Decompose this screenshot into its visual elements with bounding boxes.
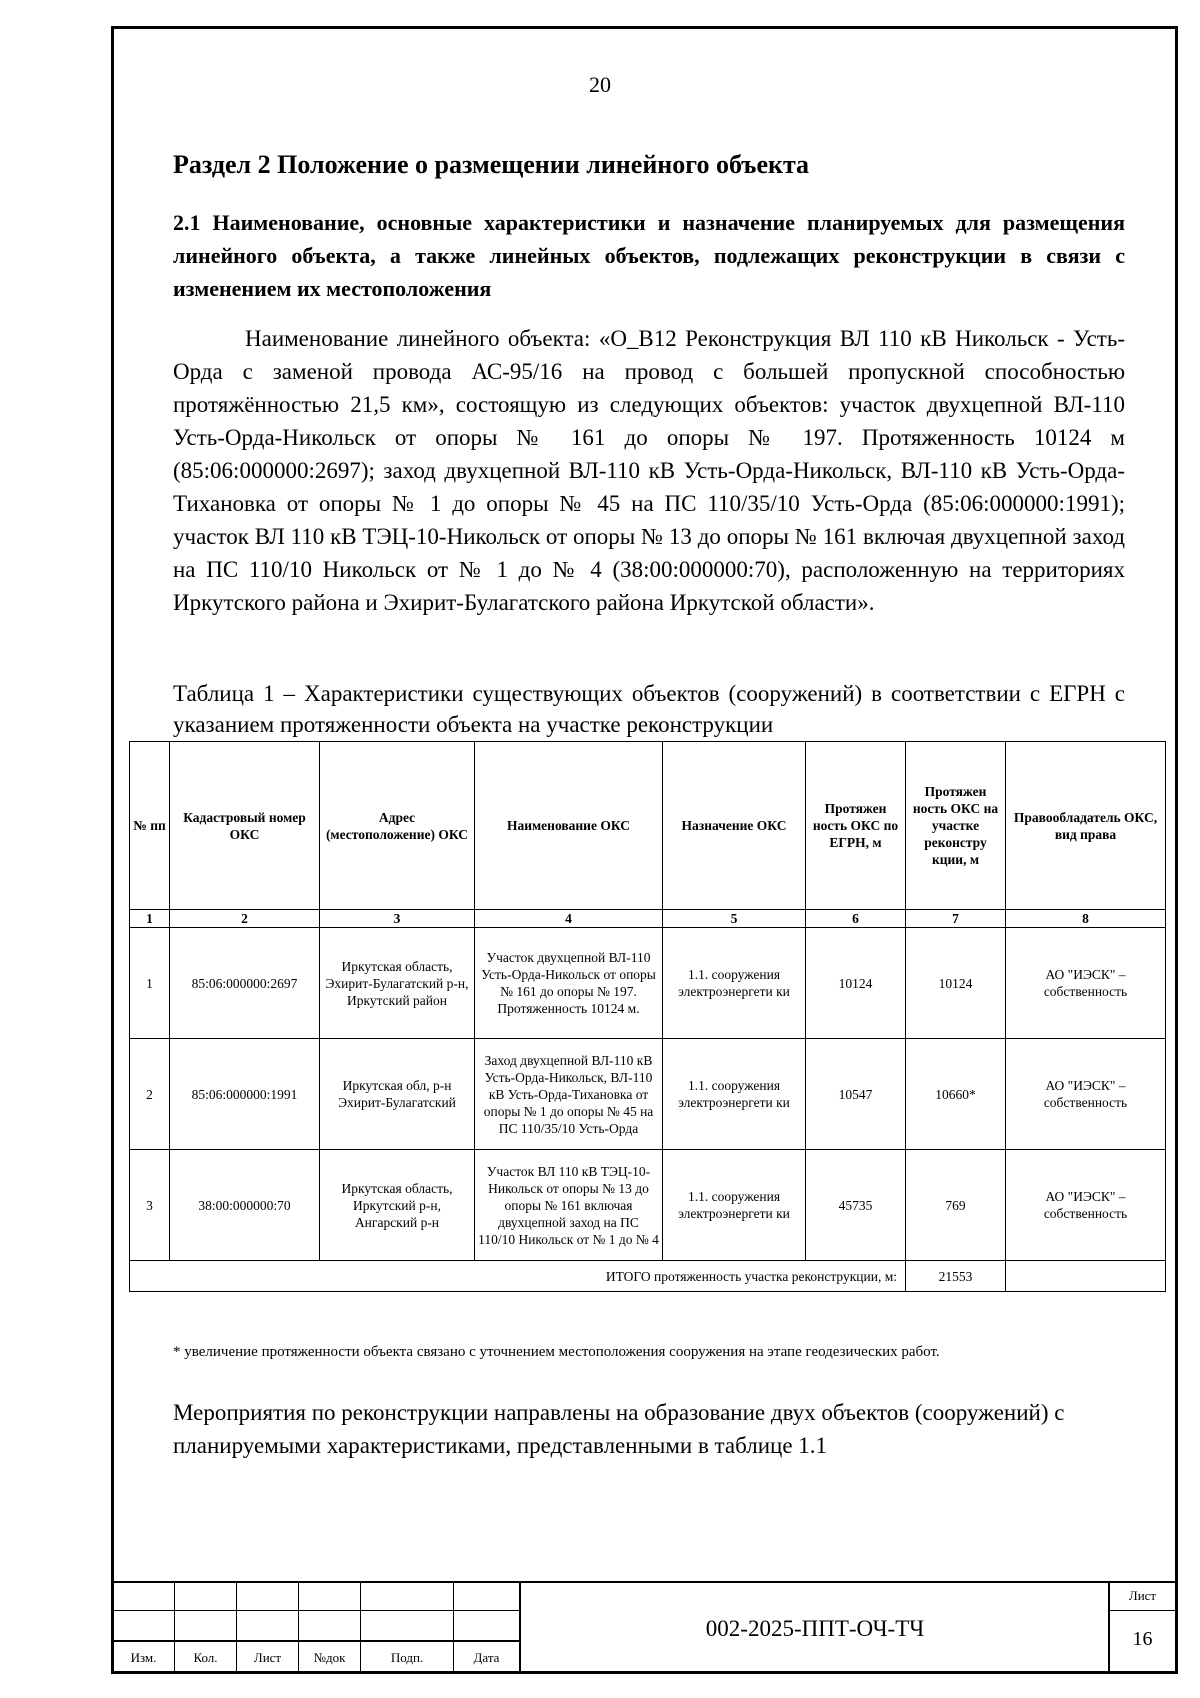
table-cell: АО "ИЭСК" – собственность	[1006, 1150, 1166, 1261]
table-cell: 1.1. сооружения электроэнергети ки	[663, 1150, 806, 1261]
column-number: 5	[663, 910, 806, 928]
title-block-label: Кол.	[193, 1650, 218, 1665]
header-cell: Назначение ОКС	[663, 742, 806, 910]
sheet-label: Лист	[1128, 1588, 1157, 1603]
table-cell: АО "ИЭСК" – собственность	[1006, 1039, 1166, 1150]
table-cell: Участок двухцепной ВЛ-110 Усть-Орда-Никольск от опоры № 161 до опоры № 197. Протяженность 10124 м.	[475, 928, 663, 1039]
footnote: * увеличение протяженности объекта связано с уточнением местоположения сооружения на этапе геодезических работ.	[173, 1344, 940, 1360]
total-value: 21553	[906, 1261, 1006, 1292]
column-number: 3	[320, 910, 475, 928]
column-number: 4	[475, 910, 663, 928]
table-cell: 1	[130, 928, 170, 1039]
title-block-label: Дата	[473, 1650, 500, 1665]
table-cell: Иркутская область, Иркутский р-н, Ангарский р-н	[320, 1150, 475, 1261]
table-cell: 3	[130, 1150, 170, 1261]
table-row	[130, 1039, 1166, 1150]
column-number: 8	[1006, 910, 1166, 928]
table-cell: 85:06:000000:2697	[170, 928, 320, 1039]
table-cell: Заход двухцепной ВЛ-110 кВ Усть-Орда-Никольск, ВЛ-110 кВ Усть-Орда-Тихановка от опоры № 1 до опоры № 45 на ПС 110/35/10 Усть-Орда	[475, 1039, 663, 1150]
column-number: 2	[170, 910, 320, 928]
table-row	[130, 1150, 1166, 1261]
title-block-label: Лист	[253, 1650, 282, 1665]
table-cell: 10124	[806, 928, 906, 1039]
section-title: Раздел 2 Положение о размещении линейного объекта	[173, 150, 810, 179]
table-row	[130, 928, 1166, 1039]
body-paragraph: Наименование линейного объекта: «О_В12 Реконструкция ВЛ 110 кВ Никольск - Усть-Орда с заменой провода АС-95/16 на провод с большей пропускной способностью протяжённостью 21,5 км», состоящую из следующих объектов: участок двухцепной ВЛ-110 Усть-Орда-Никольск от опоры № 161 до опоры № 197. Протяженность 10124 м (85:06:000000:2697); заход двухцепной ВЛ-110 кВ Усть-Орда-Никольск, ВЛ-110 кВ Усть-Орда-Тихановка от опоры № 1 до опоры № 45 на ПС 110/35/10 Усть-Орда (85:06:000000:1991); участок ВЛ 110 кВ ТЭЦ-10-Никольск от опоры № 13 до опоры № 161 включая двухцепной заход на ПС 110/10 Никольск от № 1 до № 4 (38:00:000000:70), расположенную на территориях Иркутского района и Эхирит-Булагатского района Иркутской области».	[173, 326, 1125, 615]
sheet-number: 16	[1132, 1628, 1153, 1650]
title-block-label: Подп.	[390, 1650, 424, 1665]
header-cell: Протяжен ность ОКС на участке реконстру кции, м	[906, 742, 1006, 910]
table-cell: 2	[130, 1039, 170, 1150]
column-number-row	[130, 910, 1166, 928]
table-cell: 10660*	[906, 1039, 1006, 1150]
title-block-label: №док	[313, 1650, 346, 1665]
header-cell: № пп	[130, 742, 170, 910]
table-cell: Иркутская обл, р-н Эхирит-Булагатский	[320, 1039, 475, 1150]
title-block-label: Изм.	[130, 1650, 157, 1665]
column-number: 6	[806, 910, 906, 928]
table-cell: АО "ИЭСК" – собственность	[1006, 928, 1166, 1039]
header-cell: Адрес (местоположение) ОКС	[320, 742, 475, 910]
header-cell: Правообладатель ОКС, вид права	[1006, 742, 1166, 910]
header-cell: Кадастровый номер ОКС	[170, 742, 320, 910]
table-cell: 85:06:000000:1991	[170, 1039, 320, 1150]
table-cell: 38:00:000000:70	[170, 1150, 320, 1261]
column-number: 1	[130, 910, 170, 928]
total-row	[130, 1261, 1166, 1292]
table-cell: Иркутская область, Эхирит-Булагатский р-н, Иркутский район	[320, 928, 475, 1039]
characteristics-table	[129, 741, 1166, 1292]
subsection-title: 2.1 Наименование, основные характеристики и назначение планируемых для размещения линейного объекта, а также линейных объектов, подлежащих реконструкции в связи с изменением их местоположения	[173, 210, 1125, 301]
table-cell: 10547	[806, 1039, 906, 1150]
table-header-row	[130, 742, 1166, 910]
table-cell: 1.1. сооружения электроэнергети ки	[663, 1039, 806, 1150]
column-number: 7	[906, 910, 1006, 928]
total-label: ИТОГО протяженность участка реконструкции, м:	[130, 1261, 906, 1292]
header-cell: Наименование ОКС	[475, 742, 663, 910]
table-cell: 45735	[806, 1150, 906, 1261]
total-empty-cell	[1006, 1261, 1166, 1292]
table-cell: 1.1. сооружения электроэнергети ки	[663, 928, 806, 1039]
table-cell: 769	[906, 1150, 1006, 1261]
closing-paragraph: Мероприятия по реконструкции направлены на образование двух объектов (сооружений) с планируемыми характеристиками, представленными в таблице 1.1	[173, 1400, 1065, 1458]
table-cell: 10124	[906, 928, 1006, 1039]
document-code: 002-2025-ППТ-ОЧ-ТЧ	[705, 1616, 925, 1641]
table-cell: Участок ВЛ 110 кВ ТЭЦ-10-Никольск от опоры № 13 до опоры № 161 включая двухцепной заход на ПС 110/10 Никольск от № 1 до № 4	[475, 1150, 663, 1261]
header-cell: Протяжен ность ОКС по ЕГРН, м	[806, 742, 906, 910]
page-number: 20	[589, 72, 611, 97]
table-caption: Таблица 1 – Характеристики существующих объектов (сооружений) в соответствии с ЕГРН с указанием протяженности объекта на участке реконструкции	[173, 681, 1125, 737]
